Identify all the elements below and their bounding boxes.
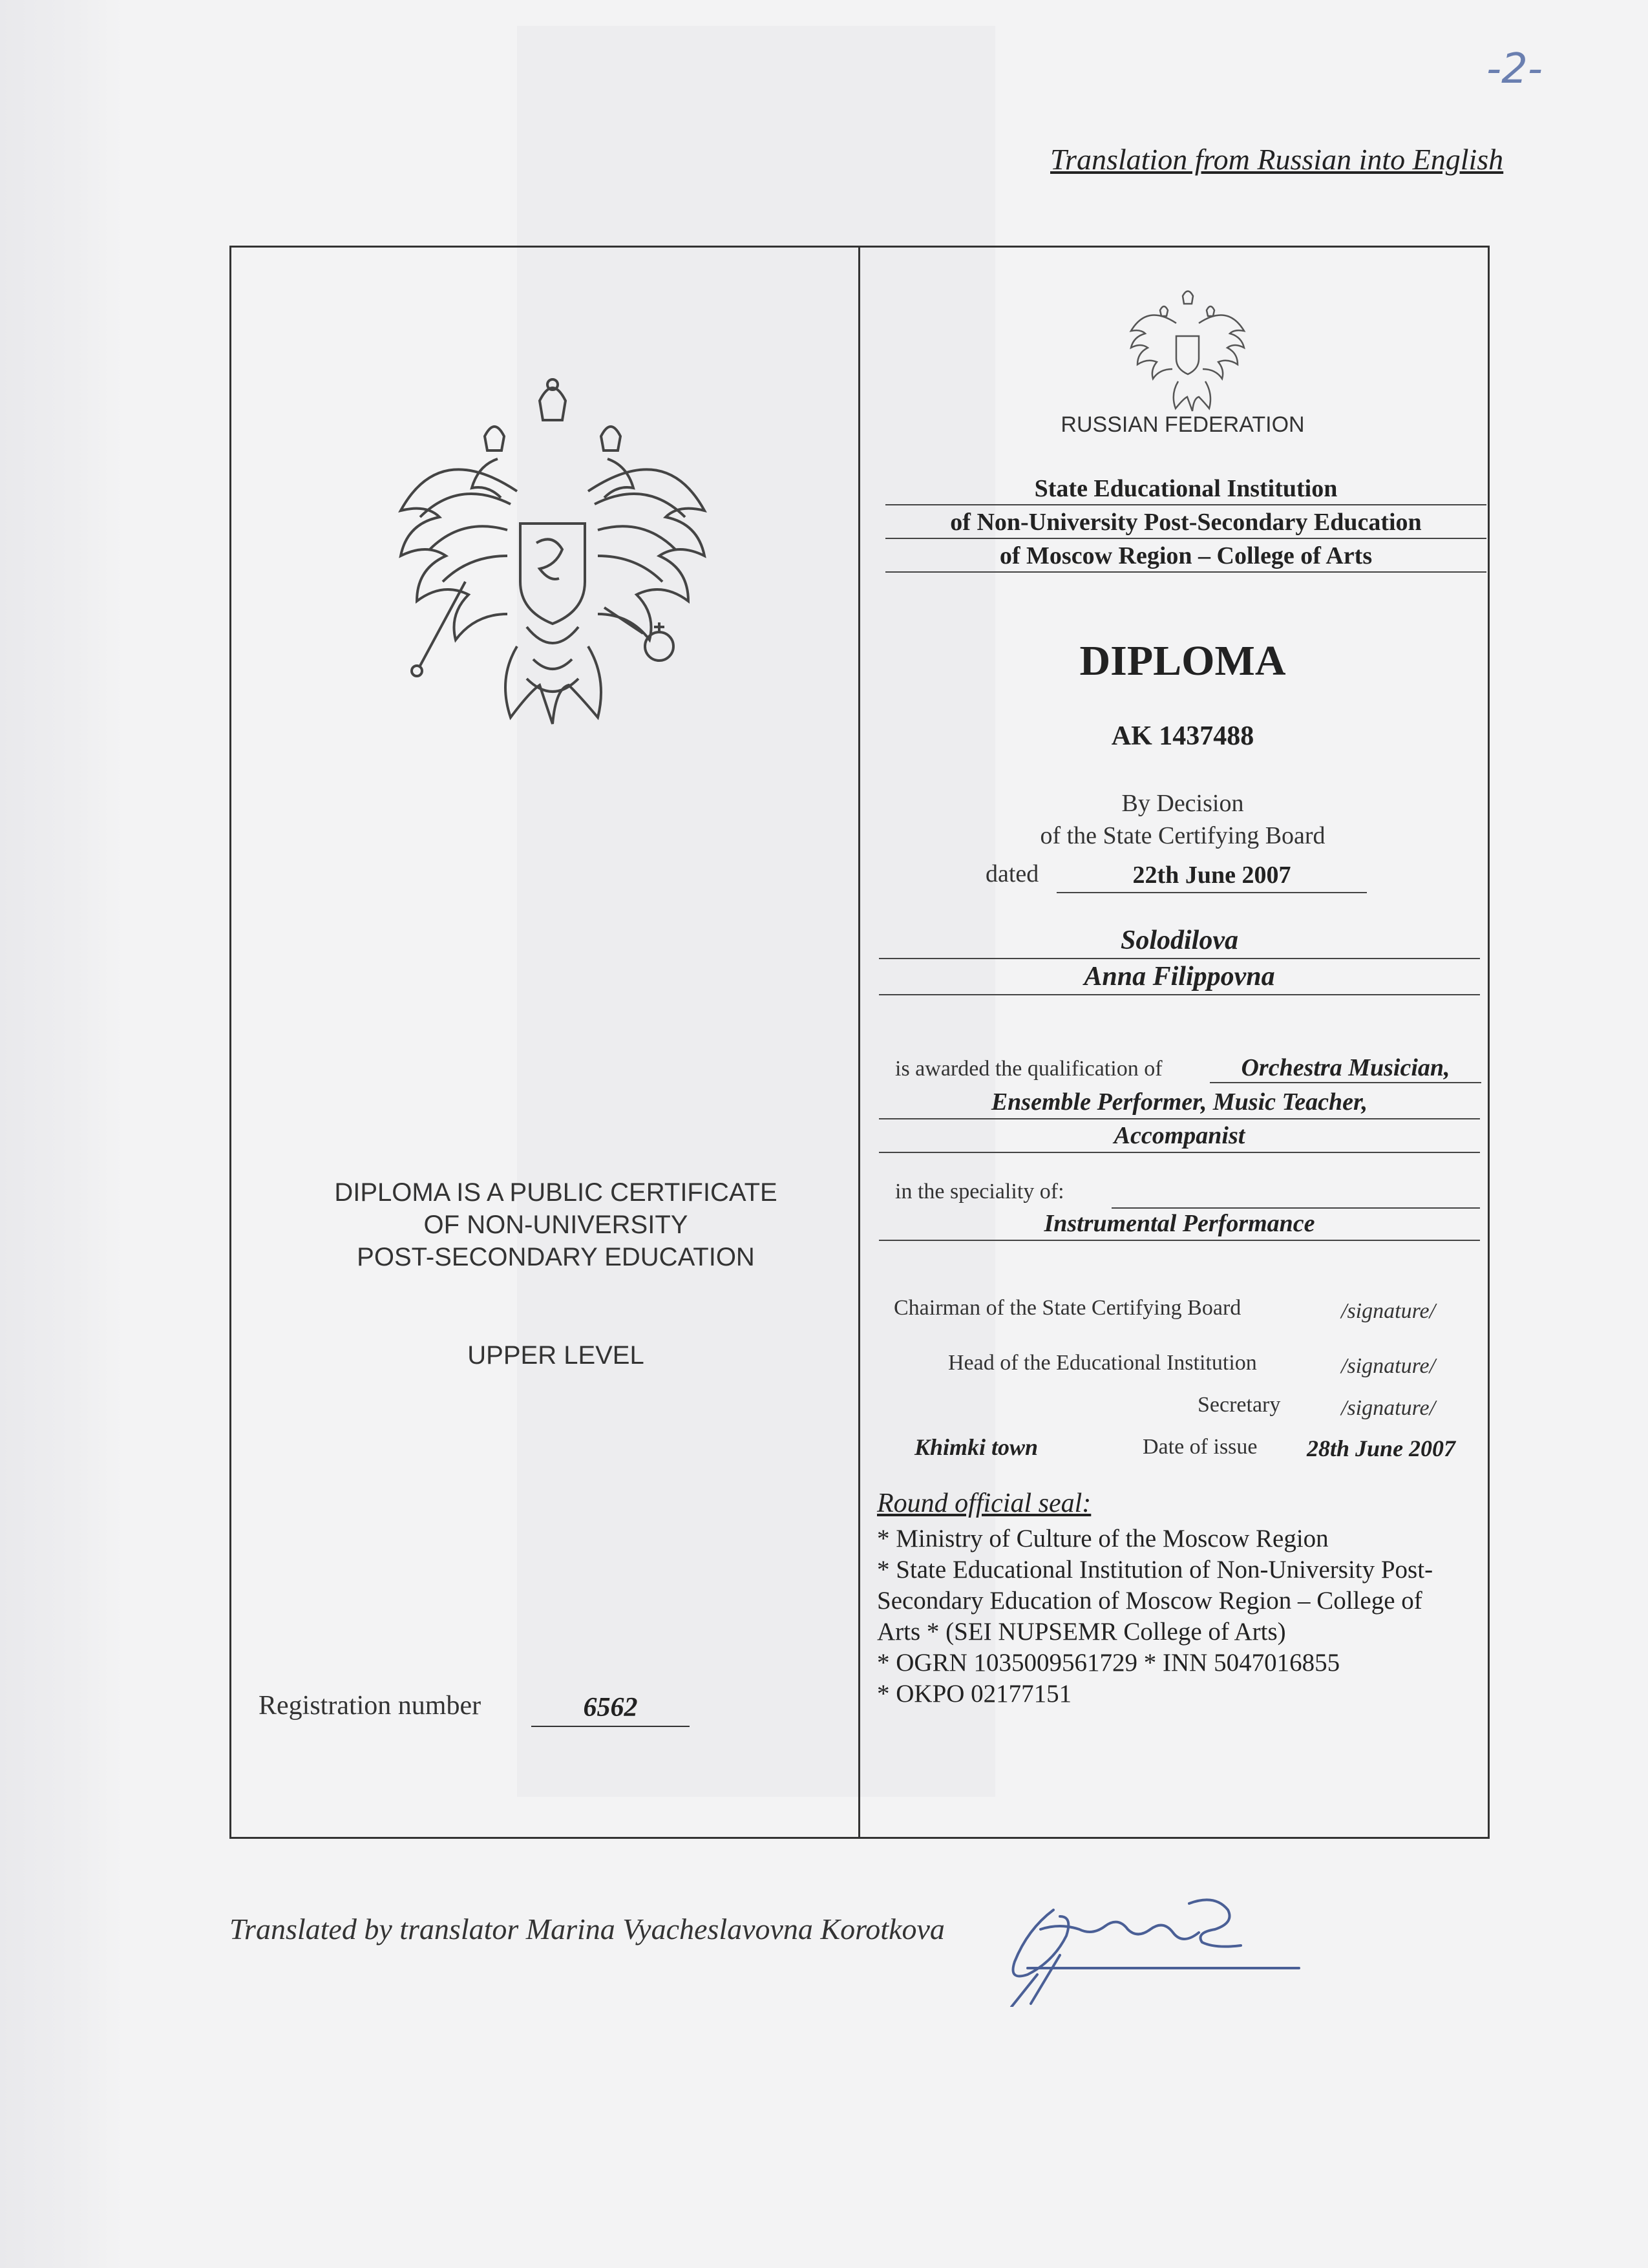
- certificate-line: POST-SECONDARY EDUCATION: [357, 1243, 755, 1271]
- speciality: [879, 1207, 1480, 1241]
- seal-line: * State Educational Institution of Non-University Post-: [877, 1556, 1433, 1584]
- registration-label: Registration number: [259, 1691, 481, 1721]
- decision-statement: [879, 787, 1486, 852]
- seal-line: Arts * (SEI NUPSEMR College of Arts): [877, 1618, 1286, 1646]
- date-of-issue: 28th June 2007: [1307, 1436, 1456, 1461]
- russian-double-headed-eagle-icon: [388, 375, 717, 737]
- russian-double-headed-eagle-icon: [1128, 284, 1247, 414]
- seal-line: * OKPO 02177151: [877, 1680, 1072, 1708]
- qualification-continued: [879, 1086, 1480, 1153]
- decision-line: By Decision: [1121, 790, 1244, 817]
- signatory-title: Secretary: [1198, 1393, 1281, 1417]
- translator-note: Translated by translator Marina Vyacheslavovna Korotkova: [229, 1913, 945, 1945]
- seal-line: Secondary Education of Moscow Region – College of: [877, 1587, 1422, 1615]
- qualification-label: is awarded the qualification of: [895, 1057, 1163, 1081]
- serial-number: AK 1437488: [1111, 721, 1254, 751]
- document-title: DIPLOMA: [1079, 637, 1286, 684]
- signature-placeholder: /signature/: [1341, 1396, 1436, 1420]
- certificate-line: DIPLOMA IS A PUBLIC CERTIFICATE: [334, 1178, 777, 1207]
- signature-placeholder: /signature/: [1341, 1299, 1436, 1323]
- seal-description: [877, 1523, 1478, 1710]
- country-name: RUSSIAN FEDERATION: [1061, 412, 1305, 437]
- holder-name: [879, 923, 1480, 995]
- qualification-line: Ensemble Performer, Music Teacher,: [879, 1086, 1480, 1119]
- translation-header: Translation from Russian into English: [1050, 143, 1504, 176]
- translator-signature-icon: [976, 1878, 1325, 2007]
- page-number: -2-: [1486, 45, 1543, 93]
- qualification-line: Accompanist: [879, 1119, 1480, 1153]
- decision-date: 22th June 2007: [1057, 861, 1367, 893]
- institution-line: of Moscow Region – College of Arts: [885, 539, 1486, 573]
- qualification-value: Orchestra Musician,: [1210, 1054, 1481, 1083]
- institution-name: [885, 472, 1486, 573]
- signatory-title: Chairman of the State Certifying Board: [894, 1296, 1241, 1320]
- certificate-line: OF NON-UNIVERSITY: [423, 1211, 688, 1239]
- speciality-label: in the speciality of:: [895, 1180, 1064, 1203]
- seal-line: * Ministry of Culture of the Moscow Region: [877, 1525, 1329, 1553]
- panel-divider: [858, 246, 860, 1839]
- seal-title: Round official seal:: [877, 1489, 1092, 1518]
- registration-number: 6562: [531, 1692, 690, 1727]
- holder-surname: Solodilova: [879, 923, 1480, 959]
- institution-line: of Non-University Post-Secondary Education: [885, 505, 1486, 539]
- date-of-issue-label: Date of issue: [1143, 1435, 1258, 1459]
- seal-line: * OGRN 1035009561729 * INN 5047016855: [877, 1649, 1340, 1677]
- certificate-statement: [278, 1176, 834, 1273]
- dated-label: dated: [986, 860, 1039, 887]
- signatory-title: Head of the Educational Institution: [948, 1351, 1257, 1375]
- page-edge-shadow: [0, 0, 123, 2268]
- speciality-value: Instrumental Performance: [879, 1207, 1480, 1241]
- holder-given-names: Anna Filippovna: [879, 959, 1480, 995]
- decision-line: of the State Certifying Board: [1040, 822, 1326, 849]
- place-of-issue: Khimki town: [914, 1434, 1039, 1460]
- signature-placeholder: /signature/: [1341, 1354, 1436, 1378]
- education-level: UPPER LEVEL: [467, 1341, 644, 1370]
- institution-line: State Educational Institution: [885, 472, 1486, 505]
